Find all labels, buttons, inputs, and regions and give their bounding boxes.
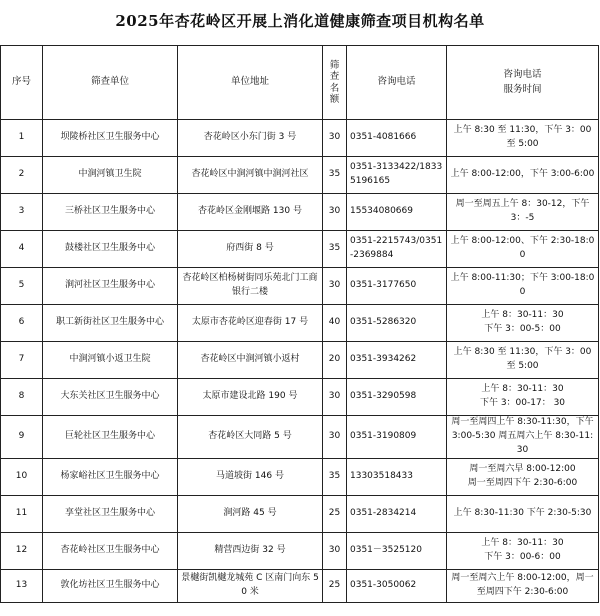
cell-phone: 0351-2834214 bbox=[347, 495, 447, 532]
cell-quota: 30 bbox=[323, 379, 347, 416]
cell-no: 7 bbox=[1, 342, 43, 379]
cell-quota: 20 bbox=[323, 342, 347, 379]
cell-hours: 上午 8：30-11：30 下午 3：00-6：00 bbox=[447, 532, 599, 569]
table-header-row bbox=[1, 46, 599, 120]
cell-no: 1 bbox=[1, 120, 43, 157]
cell-quota: 35 bbox=[323, 157, 347, 194]
cell-unit: 享堂社区卫生服务中心 bbox=[43, 495, 178, 532]
cell-phone: 0351－3525120 bbox=[347, 532, 447, 569]
header-hours: 咨询电话 服务时间 bbox=[447, 46, 599, 120]
cell-no: 8 bbox=[1, 379, 43, 416]
cell-address: 杏花岭区中涧河镇中涧河社区 bbox=[178, 157, 323, 194]
cell-hours: 上午 8:30 至 11:30，下午 3：00 至 5:00 bbox=[447, 342, 599, 379]
table-row bbox=[1, 305, 599, 342]
cell-hours: 上午 8:00-12:00、下午 2:30-18:00 bbox=[447, 231, 599, 268]
header-phone: 咨询电话 bbox=[347, 46, 447, 120]
cell-address: 马道坡街 146 号 bbox=[178, 458, 323, 495]
cell-unit: 中涧河镇卫生院 bbox=[43, 157, 178, 194]
cell-unit: 中涧河镇小返卫生院 bbox=[43, 342, 178, 379]
cell-unit: 鼓楼社区卫生服务中心 bbox=[43, 231, 178, 268]
header-quota-text: 筛查名额 bbox=[329, 59, 340, 105]
table-row bbox=[1, 532, 599, 569]
table-row bbox=[1, 569, 599, 602]
cell-quota: 30 bbox=[323, 416, 347, 459]
header-address: 单位地址 bbox=[178, 46, 323, 120]
cell-quota: 35 bbox=[323, 231, 347, 268]
cell-hours: 周一至周四上午 8:30-11:30，下午 3:00-5:30 周五周六上午 8:30-11:30 bbox=[447, 416, 599, 459]
cell-no: 6 bbox=[1, 305, 43, 342]
cell-phone: 0351-3177650 bbox=[347, 268, 447, 305]
table-row bbox=[1, 458, 599, 495]
cell-phone: 0351-3050062 bbox=[347, 569, 447, 602]
cell-unit: 大东关社区卫生服务中心 bbox=[43, 379, 178, 416]
header-quota bbox=[323, 46, 347, 120]
table-row bbox=[1, 379, 599, 416]
cell-quota: 30 bbox=[323, 120, 347, 157]
table-row bbox=[1, 231, 599, 268]
table-row bbox=[1, 416, 599, 459]
table-row bbox=[1, 120, 599, 157]
cell-unit: 杏花岭社区卫生服务中心 bbox=[43, 532, 178, 569]
cell-unit: 职工新街社区卫生服务中心 bbox=[43, 305, 178, 342]
cell-quota: 30 bbox=[323, 268, 347, 305]
cell-unit: 杨家峪社区卫生服务中心 bbox=[43, 458, 178, 495]
cell-no: 10 bbox=[1, 458, 43, 495]
header-no: 序号 bbox=[1, 46, 43, 120]
table-row bbox=[1, 157, 599, 194]
header-unit: 筛查单位 bbox=[43, 46, 178, 120]
cell-unit: 敦化坊社区卫生服务中心 bbox=[43, 569, 178, 602]
cell-unit: 涧河社区卫生服务中心 bbox=[43, 268, 178, 305]
cell-quota: 25 bbox=[323, 495, 347, 532]
cell-phone: 0351-5286320 bbox=[347, 305, 447, 342]
cell-hours: 周一至周五上午 8：30-12，下午 3：-5 bbox=[447, 194, 599, 231]
cell-phone: 13303518433 bbox=[347, 458, 447, 495]
cell-phone: 0351-3290598 bbox=[347, 379, 447, 416]
cell-phone: 0351-2215743/0351-2369884 bbox=[347, 231, 447, 268]
cell-address: 杏花岭区小东门街 3 号 bbox=[178, 120, 323, 157]
screening-institution-table bbox=[0, 45, 599, 603]
cell-hours: 上午 8:30 至 11:30，下午 3：00 至 5:00 bbox=[447, 120, 599, 157]
cell-hours: 周一至周六上午 8:00-12:00，周一至周四下午 2:30-6:00 bbox=[447, 569, 599, 602]
cell-address: 杏花岭区柏杨树街同乐苑北门工商银行二楼 bbox=[178, 268, 323, 305]
cell-quota: 30 bbox=[323, 194, 347, 231]
cell-address: 太原市建设北路 190 号 bbox=[178, 379, 323, 416]
cell-address: 杏花岭区金刚堰路 130 号 bbox=[178, 194, 323, 231]
table-row bbox=[1, 268, 599, 305]
cell-unit: 三桥社区卫生服务中心 bbox=[43, 194, 178, 231]
cell-quota: 30 bbox=[323, 532, 347, 569]
cell-unit: 坝陵桥社区卫生服务中心 bbox=[43, 120, 178, 157]
cell-no: 3 bbox=[1, 194, 43, 231]
document-title: 2025年杏花岭区开展上消化道健康筛查项目机构名单 bbox=[115, 12, 485, 30]
cell-phone: 0351-3133422/18335196165 bbox=[347, 157, 447, 194]
cell-address: 涧河路 45 号 bbox=[178, 495, 323, 532]
cell-quota: 35 bbox=[323, 458, 347, 495]
cell-unit: 巨轮社区卫生服务中心 bbox=[43, 416, 178, 459]
cell-quota: 40 bbox=[323, 305, 347, 342]
cell-address: 杏花岭区中涧河镇小返村 bbox=[178, 342, 323, 379]
cell-phone: 15534080669 bbox=[347, 194, 447, 231]
cell-hours: 上午 8：30-11：30 下午 3：00-5：00 bbox=[447, 305, 599, 342]
cell-hours: 上午 8:00-12:00，下午 3:00-6:00 bbox=[447, 157, 599, 194]
cell-no: 2 bbox=[1, 157, 43, 194]
table-row bbox=[1, 194, 599, 231]
table-row bbox=[1, 342, 599, 379]
cell-address: 太原市杏花岭区迎春街 17 号 bbox=[178, 305, 323, 342]
cell-address: 杏花岭区大同路 5 号 bbox=[178, 416, 323, 459]
cell-hours: 周一至周六早 8:00-12:00 周一至周四下午 2:30-6:00 bbox=[447, 458, 599, 495]
cell-no: 9 bbox=[1, 416, 43, 459]
cell-address: 精营西边街 32 号 bbox=[178, 532, 323, 569]
cell-no: 12 bbox=[1, 532, 43, 569]
cell-hours: 上午 8:00-11:30；下午 3:00-18:00 bbox=[447, 268, 599, 305]
cell-no: 4 bbox=[1, 231, 43, 268]
cell-address: 府西街 8 号 bbox=[178, 231, 323, 268]
cell-no: 5 bbox=[1, 268, 43, 305]
cell-address: 景樾街凯樾龙城苑 C 区南门向东 50 米 bbox=[178, 569, 323, 602]
cell-hours: 上午 8：30-11：30 下午 3：00-17： 30 bbox=[447, 379, 599, 416]
cell-no: 11 bbox=[1, 495, 43, 532]
cell-phone: 0351-3190809 bbox=[347, 416, 447, 459]
cell-quota: 25 bbox=[323, 569, 347, 602]
cell-no: 13 bbox=[1, 569, 43, 602]
cell-phone: 0351-3934262 bbox=[347, 342, 447, 379]
cell-phone: 0351-4081666 bbox=[347, 120, 447, 157]
table-row bbox=[1, 495, 599, 532]
cell-hours: 上午 8:30-11:30 下午 2:30-5:30 bbox=[447, 495, 599, 532]
